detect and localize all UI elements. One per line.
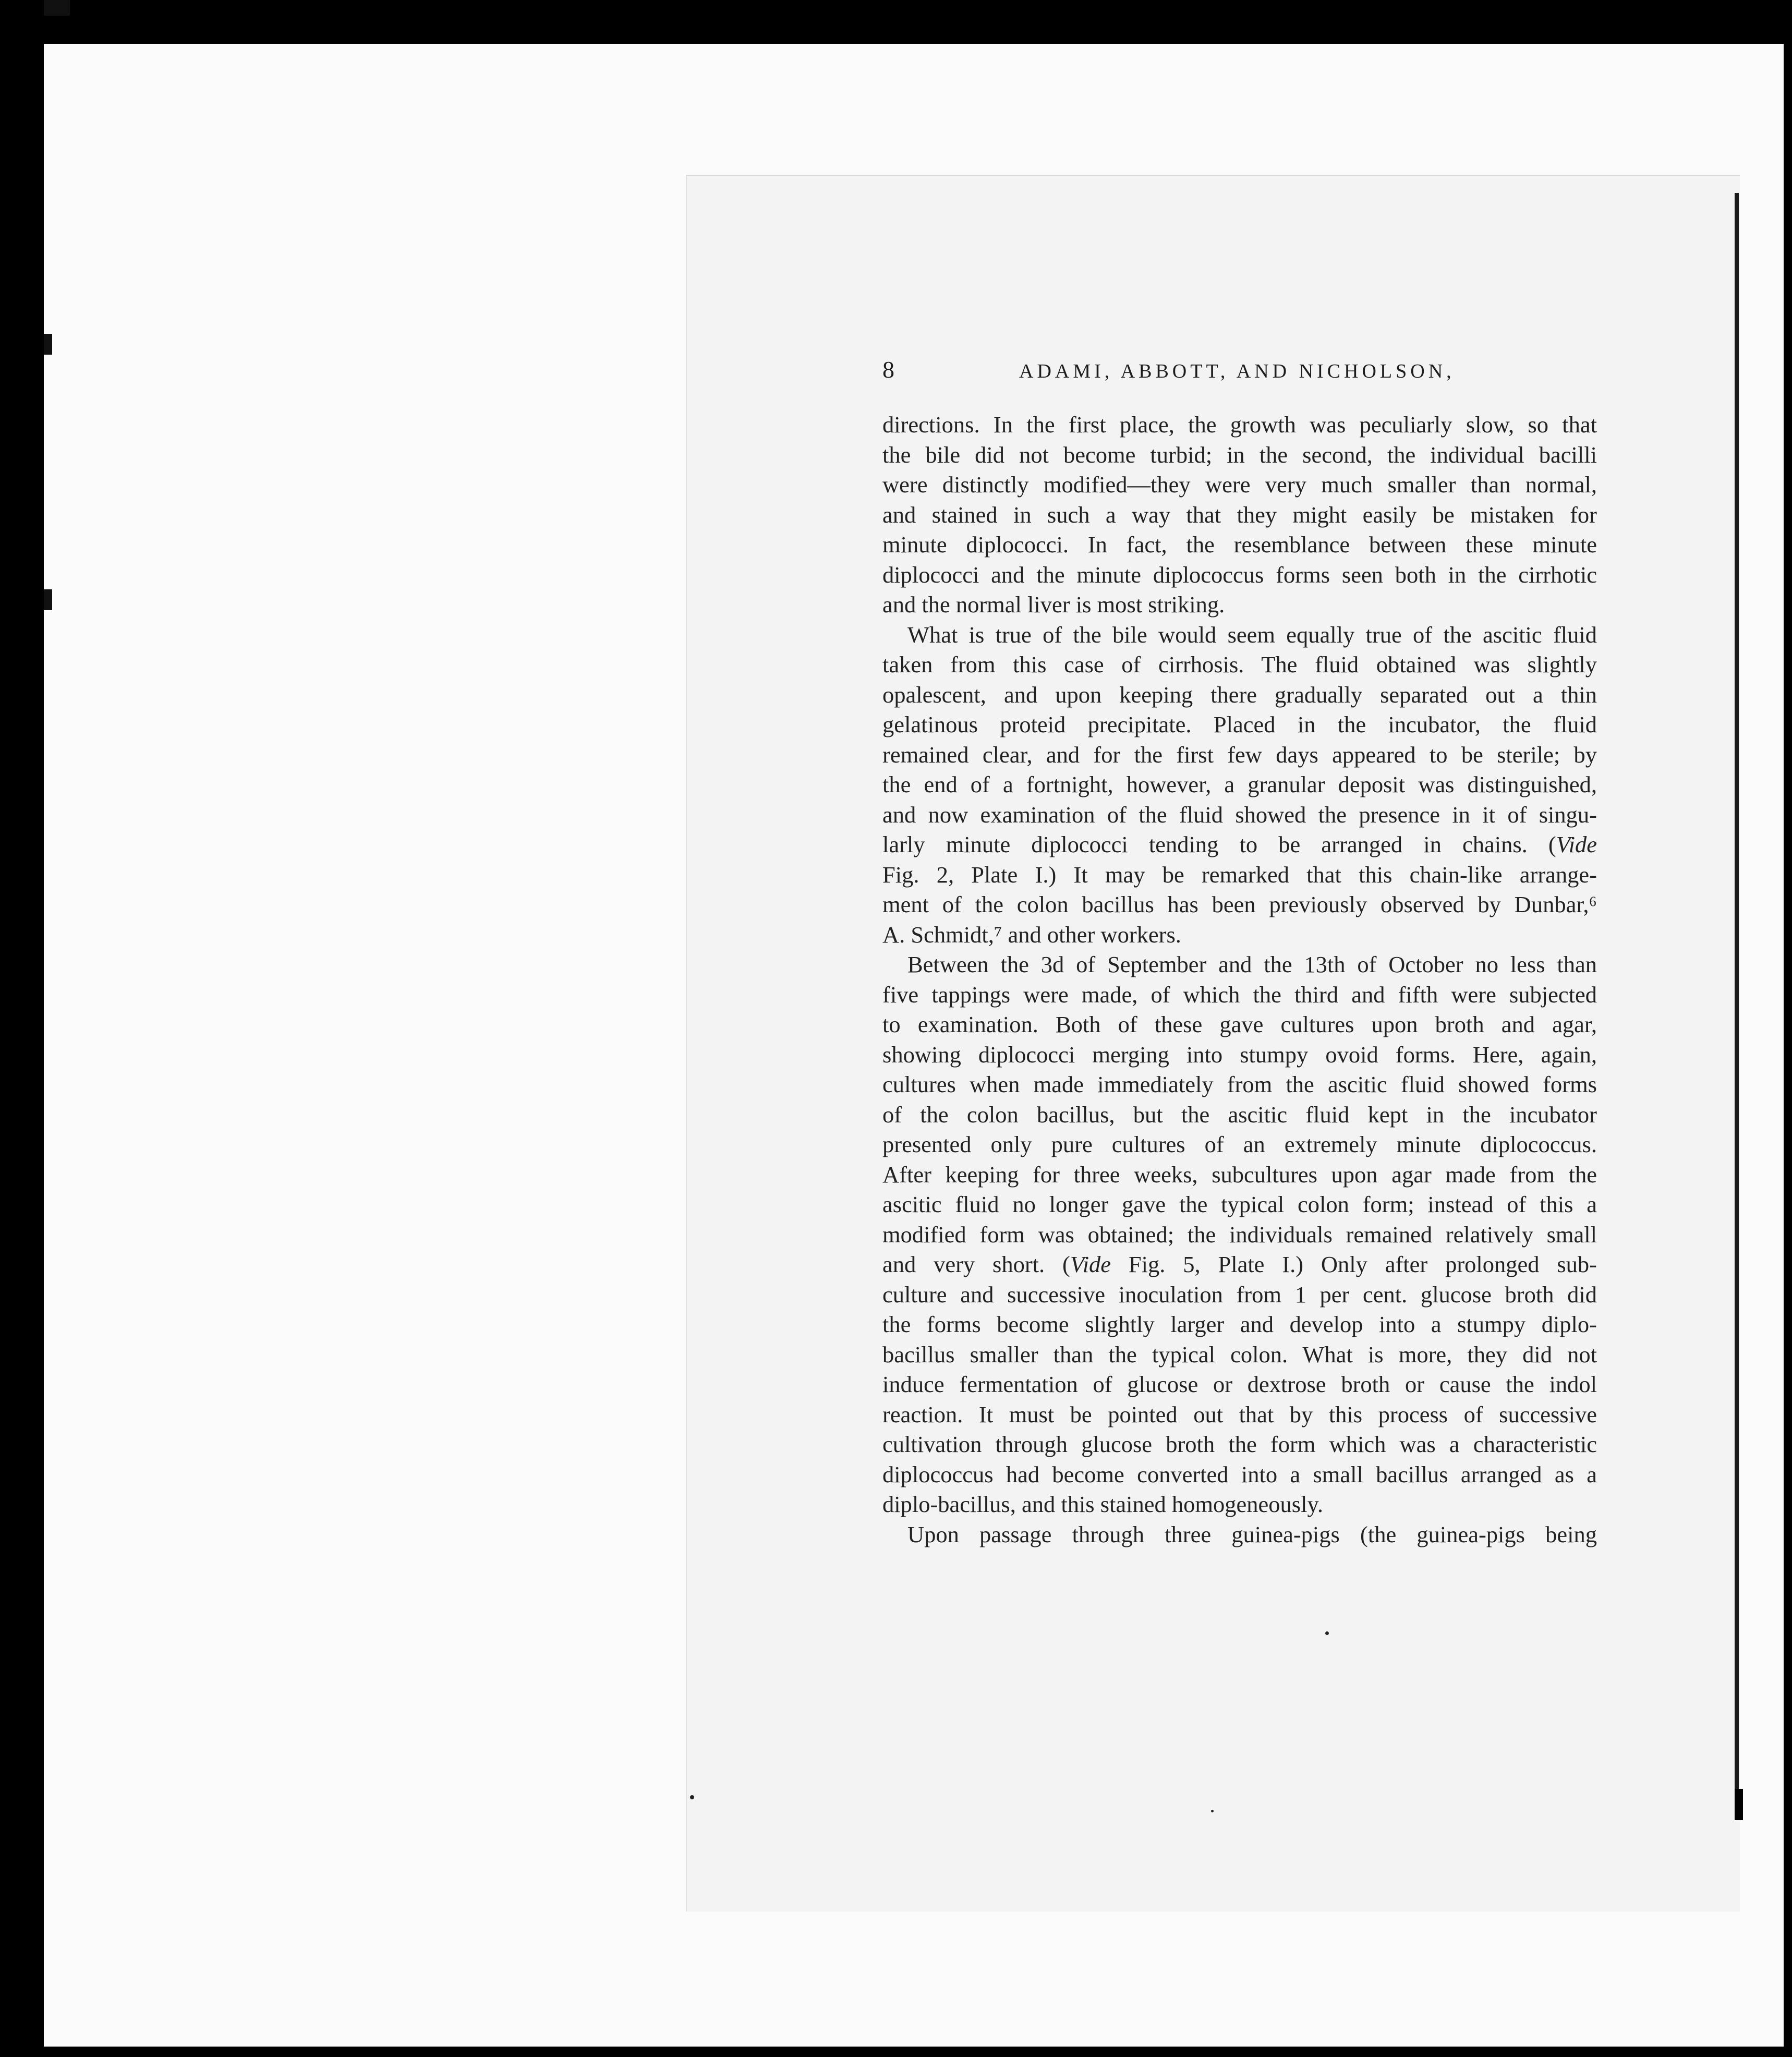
text-line: and now examination of the fluid showed the presence in it of singu- (882, 801, 1597, 828)
text-line: opalescent, and upon keeping there gradually separated out a thin (882, 681, 1597, 708)
text-line: larly minute diplococci tending to be arranged in chains. (Vide (882, 831, 1597, 857)
text-line: the forms become slightly larger and develop into a stumpy diplo- (882, 1311, 1597, 1337)
text-line: ascitic fluid no longer gave the typical colon form; instead of this a (882, 1191, 1597, 1217)
body-text (882, 410, 1597, 1550)
text-line: to examination. Both of these gave cultures upon broth and agar, (882, 1011, 1597, 1037)
text-line: and the normal liver is most striking. (882, 591, 1225, 618)
text-line: and stained in such a way that they might easily be mistaken for (882, 501, 1597, 528)
text-line: taken from this case of cirrhosis. The fluid obtained was slightly (882, 651, 1597, 677)
text-line: remained clear, and for the first few days appeared to be sterile; by (882, 741, 1597, 768)
text-line: bacillus smaller than the typical colon. What is more, they did not (882, 1341, 1597, 1368)
text-line: five tappings were made, of which the third and fifth were subjected (882, 981, 1597, 1008)
text-line: After keeping for three weeks, subcultures upon agar made from the (882, 1161, 1597, 1188)
scan-speck (690, 1795, 694, 1799)
text-line: induce fermentation of glucose or dextrose broth or cause the indol (882, 1371, 1597, 1397)
text-line: directions. In the first place, the growth was peculiarly slow, so that (882, 412, 1597, 438)
text-line: showing diplococci merging into stumpy ovoid forms. Here, again, (882, 1041, 1597, 1068)
text-line: and very short. (Vide Fig. 5, Plate I.) Only after prolonged sub- (882, 1251, 1597, 1277)
page-edge-rule (1735, 193, 1739, 1805)
text-line: cultures when made immediately from the ascitic fluid showed forms (882, 1071, 1597, 1097)
text-line: diplococcus had become converted into a small bacillus arranged as a (882, 1461, 1597, 1487)
text-line: cultivation through glucose broth the form which was a characteristic (882, 1431, 1597, 1457)
scan-speck (1325, 1631, 1329, 1635)
text-line: ment of the colon bacillus has been previously observed by Dunbar,⁶ (882, 891, 1597, 917)
vide-italic: Vide (1556, 831, 1597, 857)
text-line: were distinctly modified—they were very much smaller than normal, (882, 471, 1597, 498)
text-line: Fig. 2, Plate I.) It may be remarked that this chain-like arrange- (882, 861, 1597, 888)
scan-tick-mark (44, 334, 52, 355)
text-line: presented only pure cultures of an extremely minute diplococcus. (882, 1131, 1597, 1157)
running-head (882, 350, 1597, 397)
text-line: Between the 3d of September and the 13th of October no less than (907, 951, 1597, 977)
text-line: modified form was obtained; the individuals remained relatively small (882, 1221, 1597, 1248)
text-line: of the colon bacillus, but the ascitic fluid kept in the incubator (882, 1101, 1597, 1128)
text-line: culture and successive inoculation from 1 per cent. glucose broth did (882, 1281, 1597, 1308)
page-edge-rule-lower (1735, 1789, 1743, 1820)
text-line: A. Schmidt,⁷ and other workers. (882, 921, 1181, 948)
scan-tick-mark (44, 0, 70, 16)
scan-tick-mark (44, 589, 52, 610)
text-line: reaction. It must be pointed out that by this process of successive (882, 1401, 1597, 1427)
text-line: the bile did not become turbid; in the second, the individual bacilli (882, 441, 1597, 468)
text-line: What is true of the bile would seem equally true of the ascitic fluid (907, 621, 1597, 648)
text-line: gelatinous proteid precipitate. Placed in the incubator, the fluid (882, 711, 1597, 737)
text-line: Upon passage through three guinea-pigs (the guinea-pigs being (907, 1521, 1597, 1547)
scan-edge (1784, 44, 1792, 2047)
text-line: minute diplococci. In fact, the resemblance between these minute (882, 531, 1597, 558)
scan-speck (1211, 1810, 1214, 1812)
text-line: diplococci and the minute diplococcus forms seen both in the cirrhotic (882, 561, 1597, 588)
vide-italic: Vide (1070, 1251, 1111, 1277)
page-number: 8 (882, 356, 894, 383)
running-head-authors: ADAMI, ABBOTT, AND NICHOLSON, (1019, 360, 1455, 382)
text-line: the end of a fortnight, however, a granular deposit was distinguished, (882, 771, 1597, 797)
text-line: diplo-bacillus, and this stained homogeneously. (882, 1491, 1323, 1517)
